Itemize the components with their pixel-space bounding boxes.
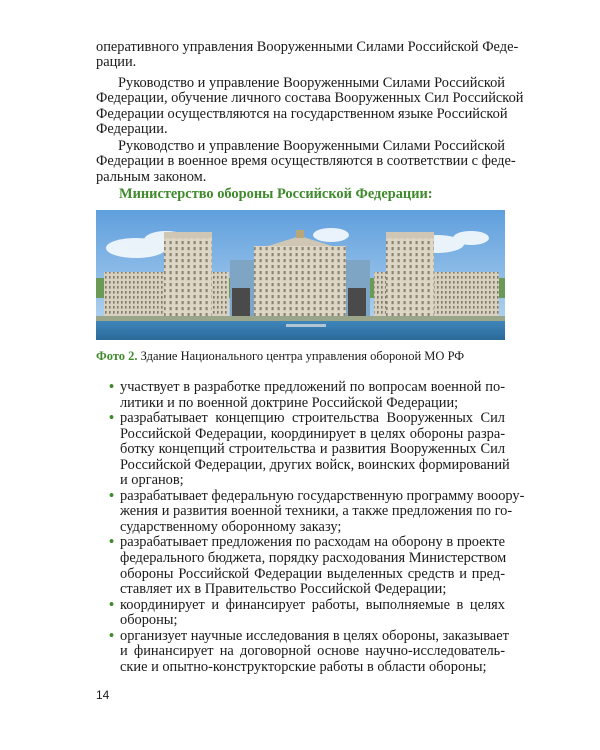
- bullet-icon: •: [109, 596, 115, 613]
- text-line: обороны;: [120, 612, 178, 629]
- duties-list: [109, 379, 525, 675]
- list-item: [110, 535, 505, 597]
- text-line: Руководство и управление Вооруженными Силами Российской: [118, 138, 505, 154]
- text-line: жения и развития военной техники, а также предложения по го-: [120, 503, 513, 520]
- text-line: литики и по военной доктрине Российской Федерации;: [120, 394, 459, 411]
- photo-caption: [96, 349, 505, 364]
- section-heading: Министерство обороны Российской Федерации:: [119, 186, 433, 202]
- text-line: Федерации, обучение личного состава Вооруженных Сил Российской: [96, 90, 524, 107]
- list-item: [109, 627, 509, 676]
- right-tower: [386, 236, 434, 318]
- caption-text: Здание Национального центра управления обороной МО РФ: [140, 349, 465, 363]
- text-line: Федерации в военное время осуществляются в соответствии с феде-: [96, 153, 516, 170]
- text-line: и органов;: [120, 472, 184, 489]
- river: [96, 321, 505, 340]
- list-item: [109, 410, 510, 489]
- page-number: 14: [96, 688, 110, 702]
- text-line: Руководство и управление Вооруженными Силами Российской: [118, 75, 505, 91]
- left-entrance: [232, 288, 250, 318]
- text-line: ральным законом.: [96, 168, 207, 185]
- text-line: обороны Российской Федерации выделенных средств и пред-: [120, 565, 505, 582]
- text-line: ские и опытно-конструкторские работы в области обороны;: [120, 658, 487, 675]
- text-line: организует научные исследования в целях обороны, заказывает: [120, 627, 509, 644]
- text-line: федерального бюджета, порядку расходования Министерством: [120, 550, 507, 567]
- list-item: [110, 380, 505, 411]
- paragraph-3: [96, 138, 516, 185]
- paragraph-2: [96, 75, 524, 138]
- building-photo: [96, 210, 505, 340]
- text-line: и финансирует на договорной основе научно-исследователь-: [120, 643, 505, 660]
- bullet-icon: •: [109, 487, 115, 504]
- paragraph-1: [96, 39, 519, 71]
- bullet-icon: •: [109, 410, 115, 427]
- text-line: Российской Федерации, других войск, воинских формирований: [120, 456, 510, 473]
- text-line: разрабатывает федеральную государственную программу вооору-: [120, 487, 525, 504]
- text-line: Российской Федерации, координирует в целях обороны разра-: [120, 425, 505, 442]
- caption-label: Фото 2.: [96, 349, 138, 363]
- text-line: ботку концепций строительства и развития Вооруженных Сил: [120, 441, 505, 458]
- boat: [286, 324, 326, 327]
- text-line: оперативного управления Вооруженными Силами Российской Феде-: [96, 39, 519, 55]
- bullet-icon: •: [109, 534, 115, 551]
- bullet-icon: •: [109, 379, 115, 395]
- text-line: разрабатывает предложения по расходам на оборону в проекте: [120, 534, 505, 551]
- text-line: Федерации осуществляются на государственном языке Российской: [96, 105, 508, 122]
- text-line: рации.: [96, 54, 137, 71]
- bullet-icon: •: [109, 627, 115, 644]
- list-item: [110, 598, 505, 629]
- list-item: [109, 487, 525, 536]
- central-block: [254, 246, 346, 318]
- text-line: ставляет их в Правительство Российской Федерации;: [120, 581, 447, 598]
- right-entrance: [348, 288, 366, 318]
- text-line: участвует в разработке предложений по вопросам военной по-: [120, 379, 505, 395]
- text-line: разрабатывает концепцию строительства Вооруженных Сил: [120, 410, 505, 427]
- text-line: сударственному оборонному заказу;: [120, 518, 342, 535]
- left-tower: [164, 236, 212, 318]
- text-line: координирует и финансирует работы, выполняемые в целях: [120, 596, 505, 613]
- text-line: Федерации.: [96, 121, 168, 138]
